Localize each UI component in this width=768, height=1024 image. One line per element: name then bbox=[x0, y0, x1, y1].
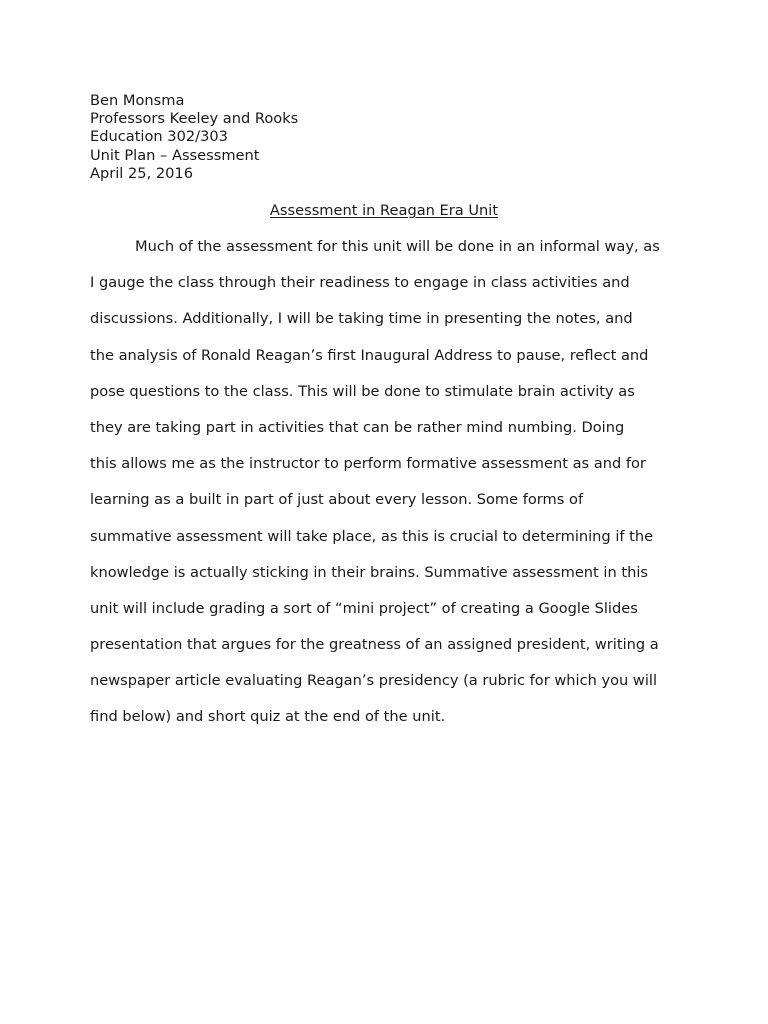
paragraph-line: knowledge is actually sticking in their brains. Summative assessment in this bbox=[90, 563, 648, 581]
assignment-line: Unit Plan – Assessment bbox=[90, 146, 260, 164]
professors-line: Professors Keeley and Rooks bbox=[90, 110, 299, 128]
document-title bbox=[0, 201, 768, 221]
date-line: April 25, 2016 bbox=[90, 164, 193, 182]
course-line: Education 302/303 bbox=[90, 128, 228, 146]
paragraph-line: newspaper article evaluating Reagan’s presidency (a rubric for which you will bbox=[90, 672, 658, 690]
paragraph-line: they are taking part in activities that can be rather mind numbing. Doing bbox=[90, 418, 625, 436]
document-title-text: Assessment in Reagan Era Unit bbox=[269, 202, 499, 219]
paragraph-line: Much of the assessment for this unit will be done in an informal way, as bbox=[135, 238, 660, 255]
body-paragraph bbox=[90, 236, 690, 743]
paragraph-line: presentation that argues for the greatness of an assigned president, writing a bbox=[90, 636, 659, 654]
paragraph-line: find below) and short quiz at the end of the unit. bbox=[90, 708, 446, 726]
document-header bbox=[90, 92, 690, 183]
author-name: Ben Monsma bbox=[90, 92, 185, 109]
paragraph-line: pose questions to the class. This will be done to stimulate brain activity as bbox=[90, 382, 635, 400]
paragraph-line: I gauge the class through their readiness to engage in class activities and bbox=[90, 274, 630, 292]
paragraph-line: this allows me as the instructor to perform formative assessment as and for bbox=[90, 455, 646, 473]
paragraph-line: unit will include grading a sort of “mini project” of creating a Google Slides bbox=[90, 599, 638, 617]
paragraph-line: the analysis of Ronald Reagan’s first Inaugural Address to pause, reflect and bbox=[90, 346, 649, 364]
paragraph-line: summative assessment will take place, as this is crucial to determining if the bbox=[90, 527, 654, 545]
paragraph-line: learning as a built in part of just about every lesson. Some forms of bbox=[90, 491, 584, 509]
paragraph-line: discussions. Additionally, I will be taking time in presenting the notes, and bbox=[90, 310, 633, 328]
